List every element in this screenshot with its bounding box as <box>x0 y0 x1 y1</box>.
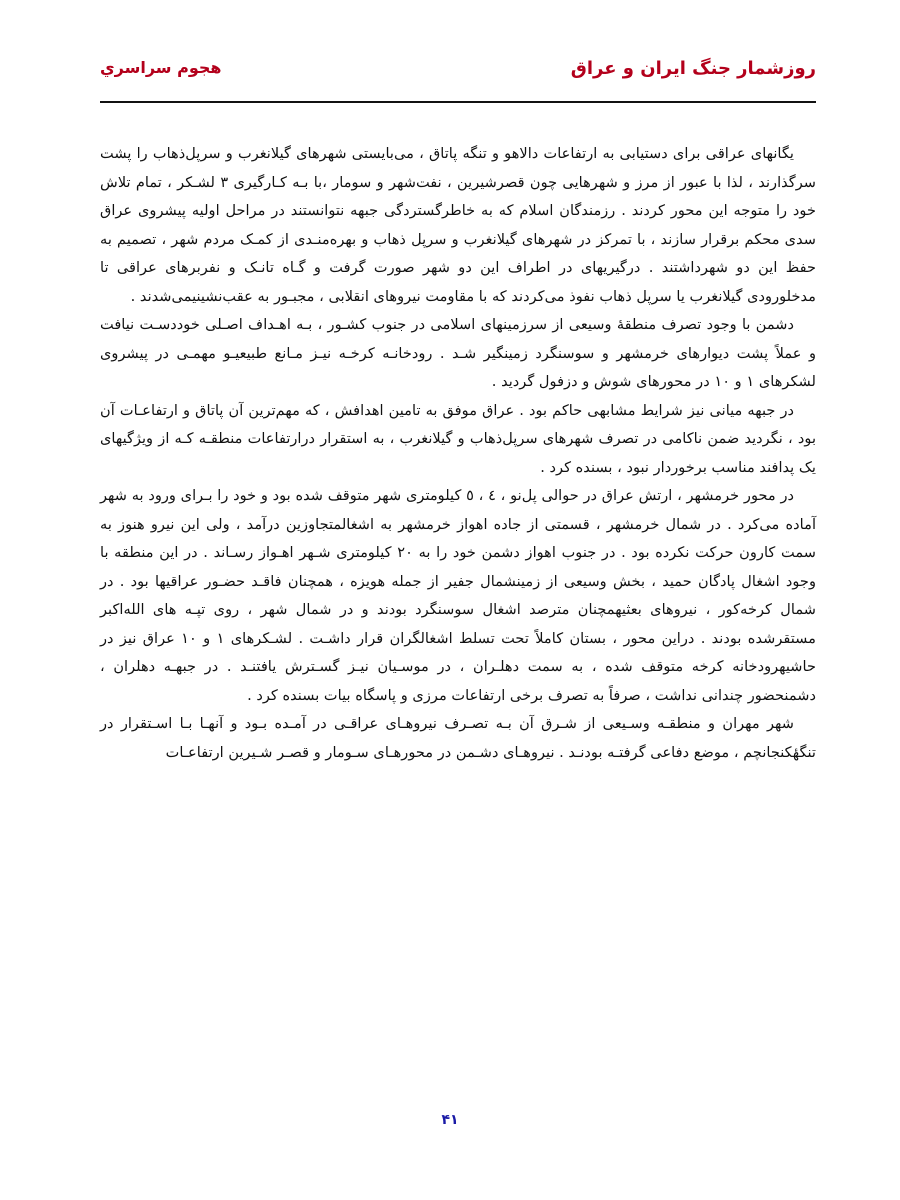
paragraph: شهر مهران و منطقـه وسـیعی از شـرق آن بـه تصـرف نیروهـای عراقـی در آمـده بـود و آنهـا بـا اسـتقرار در تنگهٔکنجانچم ، موضع دفاعی گرفتـه بودنـد . نیروهـای دشـمن در محورهـای سـومار و قصـر شـیرین ارتفاعـات <box>100 715 816 761</box>
book-title: روزشمار جنگ ایران و عراق <box>570 58 816 79</box>
running-header <box>100 58 816 94</box>
page-number: ۴۱ <box>441 1112 459 1128</box>
paragraph: یگانهای عراقی برای دستیابی به ارتفاعات دالاهو و تنگه پاتاق ، می‌بایستی شهرهای گیلانغرب و سرپل‌ذهاب را پشت سرگذارند ، لذا با عبور از مرز و شهرهایی چون قصرشیرین ، نفت‌شهر و سومار ،با بـه کـارگیری ۳ لشـکر ، تمام تلاش خود را متوجه این محور کردند . رزمندگان اسلام که به خاطرگستردگی جبهه نتوانستند در مراحل اولیه پیشروی عراق سدی محکم برقرار سازند ، با تمرکز در شهرهای گیلانغرب و سرپل ذهاب و بهره‌منـدی از کمـک مردم شهر ، تصمیم به حفظ این دو شهرداشتند . درگیریهای در اطراف این دو شهر صورت گرفت و گـاه تانـک و نفربرهای عراقی تا مدخلورودی گیلانغرب یا سرپل ذهاب نفوذ می‌کردند که با مقاومت نیروهای انقلابی ، مجبـور به عقب‌نشینیمی‌شدند . <box>100 145 817 305</box>
paragraph: در جبهه میانی نیز شرایط مشابهی حاکم بود . عراق موفق به تامین اهدافش ، که مهم‌ترین آن پاتاق و ارتفاعـات آن بود ، نگردید ضمن ناکامی در تصرف شهرهای سرپل‌ذهاب و گیلانغرب ، به استقرار درارتفاعات منطقـه کـه از ویژگیهای یک پدافند مناسب برخوردار نبود ، بسنده کرد . <box>100 401 816 476</box>
paragraph: دشمن با وجود تصرف منطقهٔ وسیعی از سرزمینهای اسلامی در جنوب کشـور ، بـه اهـداف اصـلی خوددسـت نیافت و عملاً پشت دیوارهای خرمشهر و سوسنگرد زمینگیر شـد . رودخانـه کرخـه نیـز مـانع طبیعیـو مهمـی در پیشروی لشکرهای ۱ و ۱۰ در محورهای شوش و دزفول گردید . <box>100 316 816 390</box>
paragraph: در محور خرمشهر ، ارتش عراق در حوالی پل‌نو ، ٤ ، ٥ کیلومتری شهر متوقف شده بود و خود را بـرای ورود به شهر آماده می‌کرد . در شمال خرمشهر ، قسمتی از جاده اهواز خرمشهر به اشغالمتجاوزین درآمد ، ولی این نیرو هنوز به سمت کارون حرکت نکرده بود . در جنوب اهواز دشمن خود را به ۲۰ کیلومتری شـهر اهـواز رسـاند . در این منطقه با وجود اشغال پادگان حمید ، بخش وسیعی از زمینشمال جفیر از جمله هویزه ، همچنان فاقـد حضـور عراقیها بود . در شمال کرخه‌کور ، نیروهای بعثیهمچنان مترصد اشغال سوسنگرد بودند و در شمال شهر ، روی تپـه های الله‌اکبر مستقرشده بودند . دراین محور ، بستان کاملاً تحت تسلط اشغالگران قرار داشـت . لشـکرهای ۱ و ۱۰ عراق نیز در حاشیهرودخانه کرخه متوقف شده ، به سمت دهلـران ، در موسـیان نیـز گسـترش یافتنـد . در جبهـه دهلران ، دشمنحضور چندانی نداشت ، صرفاً به تصرف برخی ارتفاعات مرزی و پاسگاه بیات بسنده کرد . <box>100 487 817 704</box>
page-body <box>100 140 816 767</box>
header-divider <box>100 101 816 103</box>
section-title: هجوم سراسري <box>100 58 222 77</box>
